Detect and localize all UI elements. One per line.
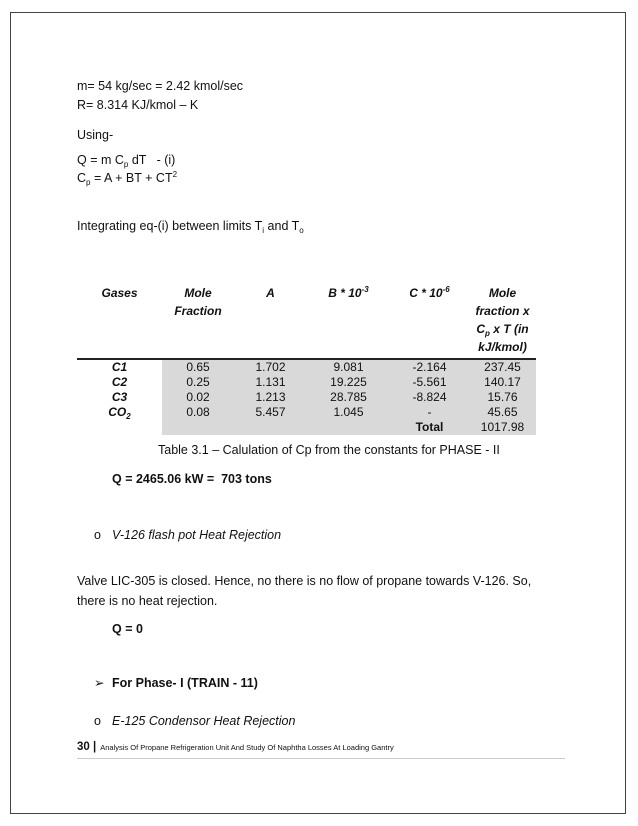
table-total-row bbox=[77, 420, 536, 435]
footer-title: Analysis Of Propane Refrigeration Unit And Study Of Naphtha Losses At Loading Gantry bbox=[100, 743, 394, 752]
phase-i-title: For Phase- I (TRAIN - 11) bbox=[112, 676, 258, 690]
arrow-bullet-icon: ➢ bbox=[94, 676, 105, 690]
total-value: 1017.98 bbox=[469, 420, 536, 435]
mole-fraction-cell: 0.08 bbox=[162, 405, 234, 420]
value-cell: 237.45 bbox=[469, 359, 536, 375]
header-mole-fraction: Mole Fraction bbox=[174, 286, 222, 318]
section-title: E-125 Condensor Heat Rejection bbox=[112, 714, 296, 728]
section-e125 bbox=[94, 714, 295, 729]
value-cell: 45.65 bbox=[469, 405, 536, 420]
table-row bbox=[77, 359, 536, 375]
paragraph-line-1: Valve LIC-305 is closed. Hence, no there is no flow of propane towards V-126. So, bbox=[77, 574, 532, 588]
table-row bbox=[77, 390, 536, 405]
c-cell: - bbox=[390, 405, 469, 420]
footer-divider bbox=[77, 758, 565, 759]
header-gases: Gases bbox=[101, 286, 138, 300]
result-q-zero: Q = 0 bbox=[112, 622, 143, 636]
gas-name: C3 bbox=[77, 390, 162, 405]
table-row bbox=[77, 405, 536, 420]
equation-2: $C_p = A$ + BT + $CT^2$ bbox=[77, 170, 178, 187]
using-label: Using- bbox=[77, 128, 114, 142]
equation-1: Q = m $C_p$ dT - (i) bbox=[77, 153, 176, 169]
b-cell: 19.225 bbox=[307, 375, 390, 390]
a-cell: 1.702 bbox=[234, 359, 307, 375]
table-row bbox=[77, 375, 536, 390]
c-cell: -2.164 bbox=[390, 359, 469, 375]
section-title: V-126 flash pot Heat Rejection bbox=[112, 528, 282, 542]
total-label: Total bbox=[390, 420, 469, 435]
phase-i-heading bbox=[94, 676, 258, 691]
section-v126 bbox=[94, 528, 281, 543]
page-number: 30 | bbox=[77, 741, 97, 753]
page-footer bbox=[77, 739, 394, 755]
header-mole-fraction-cp-t: Mole fraction x $C_p$ x T (in kJ/kmol) bbox=[475, 286, 530, 354]
c-cell: -8.824 bbox=[390, 390, 469, 405]
table-header-row bbox=[77, 278, 536, 359]
value-cell: 15.76 bbox=[469, 390, 536, 405]
header-c: C * $10^{-6}$ bbox=[409, 285, 450, 300]
header-b: B * $10^{-3}$ bbox=[328, 285, 369, 300]
gas-name: $CO_2$ bbox=[77, 405, 162, 420]
c-cell: -5.561 bbox=[390, 375, 469, 390]
paragraph-line-2: there is no heat rejection. bbox=[77, 594, 218, 608]
gas-name: C2 bbox=[77, 375, 162, 390]
result-q-phase-ii: Q = 2465.06 kW = 703 tons bbox=[112, 472, 272, 486]
gas-name: C1 bbox=[77, 359, 162, 375]
mass-flow-line: m= 54 kg/sec = 2.42 kmol/sec bbox=[77, 79, 244, 93]
gas-constant-line: R= 8.314 KJ/kmol – K bbox=[77, 98, 199, 112]
circle-bullet-icon: o bbox=[94, 528, 101, 542]
value-cell: 140.17 bbox=[469, 375, 536, 390]
b-cell: 28.785 bbox=[307, 390, 390, 405]
mole-fraction-cell: 0.02 bbox=[162, 390, 234, 405]
a-cell: 1.213 bbox=[234, 390, 307, 405]
a-cell: 5.457 bbox=[234, 405, 307, 420]
header-a: A bbox=[266, 286, 275, 300]
mole-fraction-cell: 0.65 bbox=[162, 359, 234, 375]
table-caption: Table 3.1 – Calulation of Cp from the constants for PHASE - II bbox=[158, 443, 500, 457]
circle-bullet-icon: o bbox=[94, 714, 101, 728]
mole-fraction-cell: 0.25 bbox=[162, 375, 234, 390]
b-cell: 1.045 bbox=[307, 405, 390, 420]
integrating-line: Integrating eq-(i) between limits $T_i$ and $T_o$ bbox=[77, 219, 304, 235]
a-cell: 1.131 bbox=[234, 375, 307, 390]
b-cell: 9.081 bbox=[307, 359, 390, 375]
cp-calculation-table bbox=[77, 278, 536, 435]
